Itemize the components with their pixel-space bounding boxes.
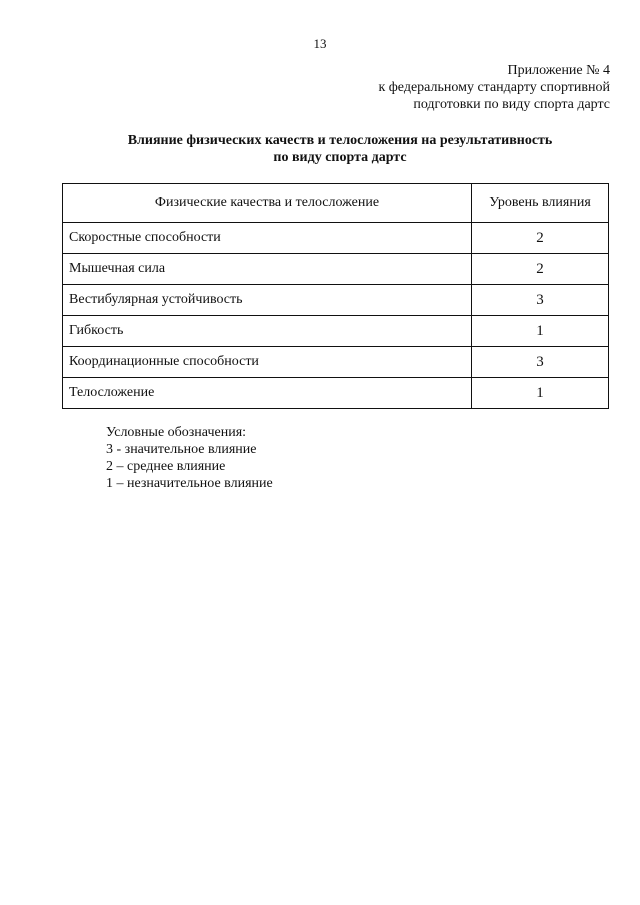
- table-row: [63, 223, 609, 254]
- level-cell: 1: [472, 316, 609, 347]
- quality-cell: Телосложение: [63, 378, 472, 409]
- appendix-note: [378, 62, 610, 113]
- page-number: 13: [313, 36, 327, 51]
- table-row: [63, 285, 609, 316]
- legend-item: 1 – незначительное влияние: [106, 476, 273, 491]
- quality-cell: Координационные способности: [63, 347, 472, 378]
- level-cell: 2: [472, 254, 609, 285]
- quality-cell: Гибкость: [63, 316, 472, 347]
- legend-item: 3 - значительное влияние: [106, 442, 257, 457]
- table-row: [63, 378, 609, 409]
- title-line-2: по виду спорта дартс: [273, 150, 407, 165]
- influence-table: [62, 183, 609, 409]
- level-cell: 3: [472, 347, 609, 378]
- legend-item: 2 – среднее влияние: [106, 459, 226, 474]
- level-cell: 1: [472, 378, 609, 409]
- level-cell: 2: [472, 223, 609, 254]
- level-cell: 3: [472, 285, 609, 316]
- document-title: [0, 132, 640, 166]
- header-quality: Физические качества и телосложение: [63, 184, 472, 223]
- table-row: [63, 347, 609, 378]
- quality-cell: Вестибулярная устойчивость: [63, 285, 472, 316]
- quality-cell: Скоростные способности: [63, 223, 472, 254]
- header-level: Уровень влияния: [472, 184, 609, 223]
- appendix-line-3: подготовки по виду спорта дартс: [413, 97, 610, 112]
- table-row: [63, 316, 609, 347]
- table-header-row: [63, 184, 609, 223]
- table-row: [63, 254, 609, 285]
- quality-cell: Мышечная сила: [63, 254, 472, 285]
- appendix-line-1: Приложение № 4: [507, 63, 610, 78]
- legend: [106, 424, 273, 492]
- appendix-line-2: к федеральному стандарту спортивной: [378, 80, 610, 95]
- title-line-1: Влияние физических качеств и телосложения на результативность: [127, 133, 553, 148]
- legend-heading: Условные обозначения:: [106, 425, 247, 440]
